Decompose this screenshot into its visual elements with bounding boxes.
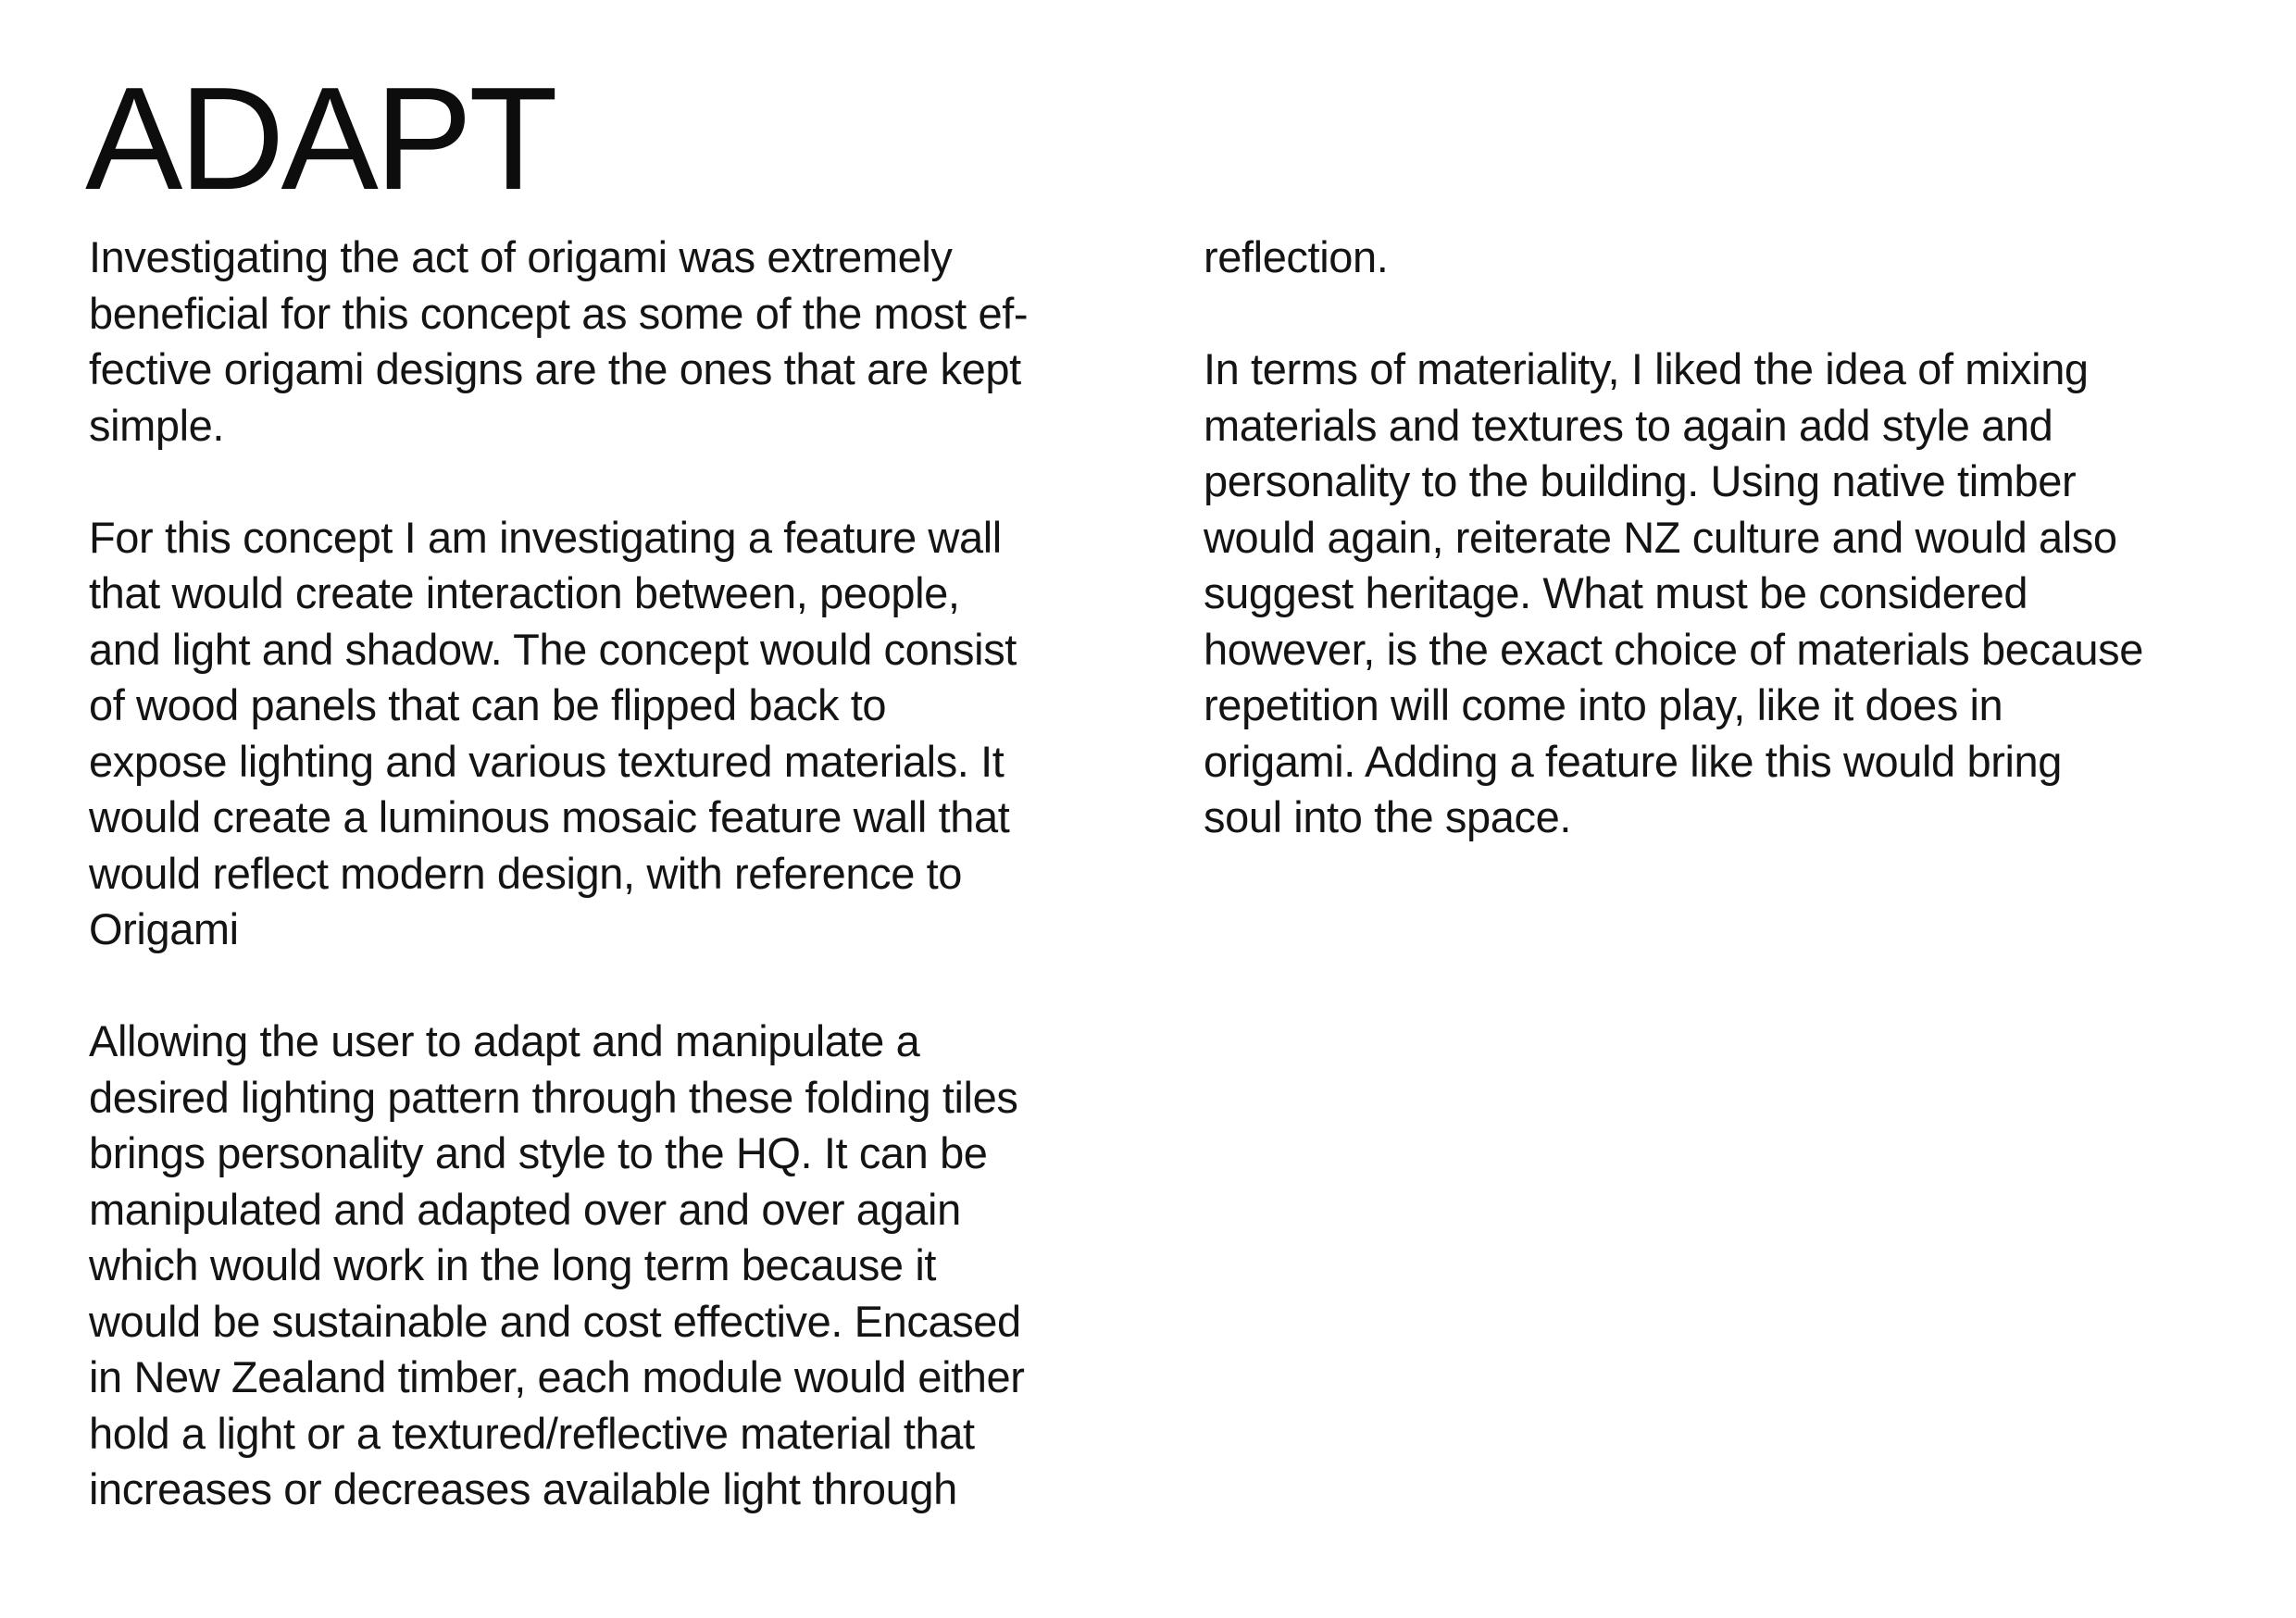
text-line: Investigating the act of origami was extremely bbox=[89, 232, 953, 281]
text-line: would reflect modern design, with reference to bbox=[89, 848, 962, 898]
text-line: which would work in the long term because it bbox=[89, 1240, 937, 1289]
text-line: soul into the space. bbox=[1204, 792, 1571, 841]
text-line: beneficial for this concept as some of the most ef- bbox=[89, 288, 1029, 338]
text-line: Origami bbox=[89, 904, 239, 953]
left-text-column bbox=[89, 230, 1218, 1518]
text-line: however, is the exact choice of materials because bbox=[1204, 624, 2143, 674]
text-line: fective origami designs are the ones that are kept bbox=[89, 344, 1021, 393]
paragraph-user-adapt bbox=[89, 1014, 1218, 1518]
paragraph-gap bbox=[1204, 286, 2277, 342]
text-line: that would create interaction between, people, bbox=[89, 568, 960, 617]
text-line: origami. Adding a feature like this would bring bbox=[1204, 736, 2062, 786]
text-line: in New Zealand timber, each module would either bbox=[89, 1352, 1025, 1401]
text-line: suggest heritage. What must be considered bbox=[1204, 568, 2028, 617]
text-line: brings personality and style to the HQ. It can be bbox=[89, 1128, 988, 1177]
text-line: desired lighting pattern through these folding tiles bbox=[89, 1072, 1018, 1122]
text-line: expose lighting and various textured materials. It bbox=[89, 736, 1004, 786]
page-title: ADAPT bbox=[85, 57, 555, 220]
text-line: and light and shadow. The concept would consist bbox=[89, 624, 1017, 674]
right-text-column bbox=[1204, 230, 2277, 846]
text-line: For this concept I am investigating a feature wall bbox=[89, 512, 1002, 562]
text-line: manipulated and adapted over and over again bbox=[89, 1184, 961, 1234]
text-line: materials and textures to again add style and bbox=[1204, 400, 2053, 450]
paragraph-materiality bbox=[1204, 342, 2277, 846]
text-line: simple. bbox=[89, 400, 225, 450]
text-line: repetition will come into play, like it does in bbox=[1204, 680, 2003, 729]
text-line: In terms of materiality, I liked the idea of mixing bbox=[1204, 344, 2089, 393]
text-line: personality to the building. Using native timber bbox=[1204, 456, 2077, 505]
text-line: would again, reiterate NZ culture and would also bbox=[1204, 512, 2117, 562]
text-line: Allowing the user to adapt and manipulate a bbox=[89, 1016, 920, 1065]
text-line: would create a luminous mosaic feature wall that bbox=[89, 792, 1010, 841]
paragraph-feature-wall bbox=[89, 510, 1218, 958]
paragraph-gap bbox=[89, 958, 1218, 1014]
text-line: of wood panels that can be flipped back to bbox=[89, 680, 887, 729]
paragraph-continuation bbox=[1204, 230, 2277, 286]
text-line: reflection. bbox=[1204, 232, 1389, 281]
paragraph-gap bbox=[89, 454, 1218, 510]
text-line: increases or decreases available light through bbox=[89, 1464, 957, 1513]
paragraph-origami-intro bbox=[89, 230, 1218, 454]
text-line: would be sustainable and cost effective. Encased bbox=[89, 1296, 1021, 1346]
text-line: hold a light or a textured/reflective material that bbox=[89, 1408, 975, 1458]
